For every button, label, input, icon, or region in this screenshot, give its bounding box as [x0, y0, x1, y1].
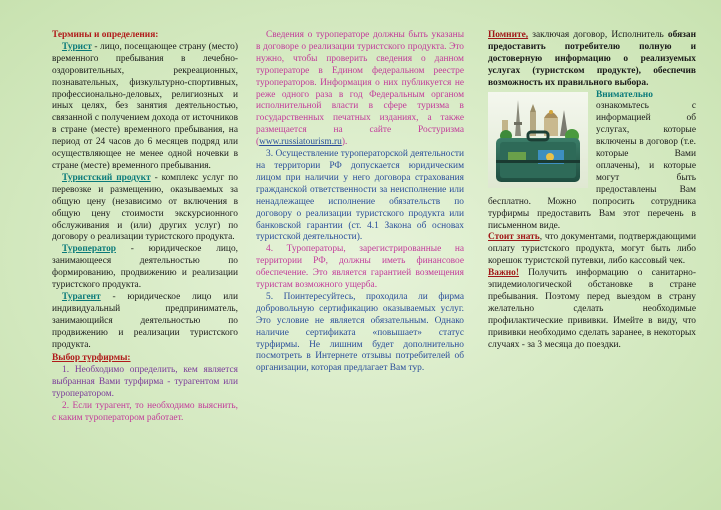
worth-knowing-label: Стоит знать — [488, 232, 540, 243]
tourist-definition — [52, 42, 238, 173]
choice-heading: Выбор турфирмы: — [52, 353, 131, 364]
travel-suitcase-illustration — [488, 92, 588, 188]
definitions-heading: Термины и определения: — [52, 30, 159, 40]
choice-item-1: 1. Необходимо определить, кем является выбранная Вами турфирма - турагентом или туроператором. — [52, 365, 238, 400]
important-paragraph: Важно! Получить информацию о санитарно-эпидемиологической обстановке в стране пребывания. Поэтому перед выездом в страну желательно сделать необходимые профилактические прививки. Имейте в виду, что прививки необходимо сделать заранее, в некоторых случаях - за 3 месяца до поездки. — [488, 268, 696, 350]
remember-label: Помните, — [488, 30, 529, 40]
agent-def-text: - юридическое лицо или индивидуальный предприниматель, занимающийся деятельностью по продвижению и реализации туристского продукта. — [52, 291, 238, 350]
product-definition — [52, 173, 238, 244]
remember-bold-text: обязан предоставить потребителю полную и достоверную информацию о реализуемых услугах (туристском продукте), обеспечив возможность их правильного выбора. — [488, 30, 696, 88]
certification-paragraph: 5. Поинтересуйтесь, проходила ли фирма добровольную сертификацию оказываемых услуг. Это условие не является обязательным. Однако наличие сертификата «повышает» статус турфирмы. Не лишним будет дополнительно посмотреть в Интернете отзывы потребителей об организации, которая предлагает Вам тур. — [256, 291, 464, 374]
important-label: Важно! — [488, 268, 519, 279]
product-def-text: - комплекс услуг по перевозке и размещению, оказываемых за общую цену (независимо от включения в общую цену стоимости экскурсионного обслуживания и (или) других услуг) по договору о реализации туристского продукта. — [52, 172, 238, 243]
operator-term: Туроператор — [62, 244, 116, 255]
tourist-def-text: - лицо, посещающее страну (место) временного пребывания в лечебно-оздоровительных, рекреационных, познавательных, физкультурно-спортивных, профессионально-деловых, религиозных и иных целях, без занятия деятельностью, связанной с получением дохода от источников в стране (месте) временного пребывания, на период от 24 часов до 6 месяцев подряд или осуществляющее не менее одной ночевки в стране (месте) временного пребывания. — [52, 41, 238, 171]
attention-label: Внимательно — [596, 89, 653, 100]
operator-definition — [52, 244, 238, 292]
insurance-paragraph: 3. Осуществление туроператорской деятельности на территории РФ допускается юридическим лицом при наличии у него договора страхования гражданской ответственности за неисполнение или ненадлежащее исполнение обязательств по договору о реализации туристского продукта или банковской гарантии (ст. 4.1 Закона об основах туристской деятельности). — [256, 149, 464, 243]
column-definitions — [52, 0, 238, 510]
worth-knowing-paragraph: Стоит знать, что документами, подтверждающими оплату туристского продукта, могут быть либо корешок туристской путевки, либо кассовый чек. — [488, 232, 696, 267]
suitcase-landmarks-image — [488, 92, 588, 188]
rostourism-link[interactable]: www.russiatourism.ru — [259, 137, 342, 148]
agent-definition — [52, 292, 238, 352]
financial-paragraph: 4. Туроператоры, зарегистрированные на территории РФ, должны иметь финансовое обеспечение. Это является гарантией возмещения туристам возможного ущерба. — [256, 244, 464, 291]
remember-paragraph: Помните, заключая договор, Исполнитель обязан предоставить потребителю полную и достоверную информацию о реализуемых услугах (туристском продукте), обеспечив возможность их правильного выбора. — [488, 30, 696, 88]
column-reminders — [488, 0, 696, 510]
tourist-term: Турист — [62, 41, 92, 52]
operator-def-text: - юридическое лицо, занимающееся деятельностью по формированию, продвижению и реализации туристского продукта. — [52, 244, 238, 291]
choice-item-2: 2. Если турагент, то необходимо выяснить, с каким туроператором работает. — [52, 401, 238, 423]
attention-paragraph: Внимательно ознакомьтесь с информацией об услугах, которые включены в договор (т.е. которые Вами оплачены), и которые могут быть предоставлены Вам бесплатно. Можно попросить сотрудника турфирмы предоставить Вам этот перечень в письменном виде. — [488, 89, 696, 231]
agent-term: Турагент — [62, 291, 101, 302]
column-operator-info — [256, 0, 464, 510]
product-term: Туристский продукт — [62, 172, 151, 183]
registry-paragraph: Сведения о туроператоре должны быть указаны в договоре о реализации туристского продукта. Это нужно, чтобы проверить сведения о данном туроператоре в Едином федеральном реестре туроператоров. Информация о них публикуется не реже одного раза в год Федеральным органом исполнительной власти в сфере туризма в государственных печатных изданиях, а также размещается на сайте Ростуризма (www.russiatourism.ru). — [256, 30, 464, 148]
